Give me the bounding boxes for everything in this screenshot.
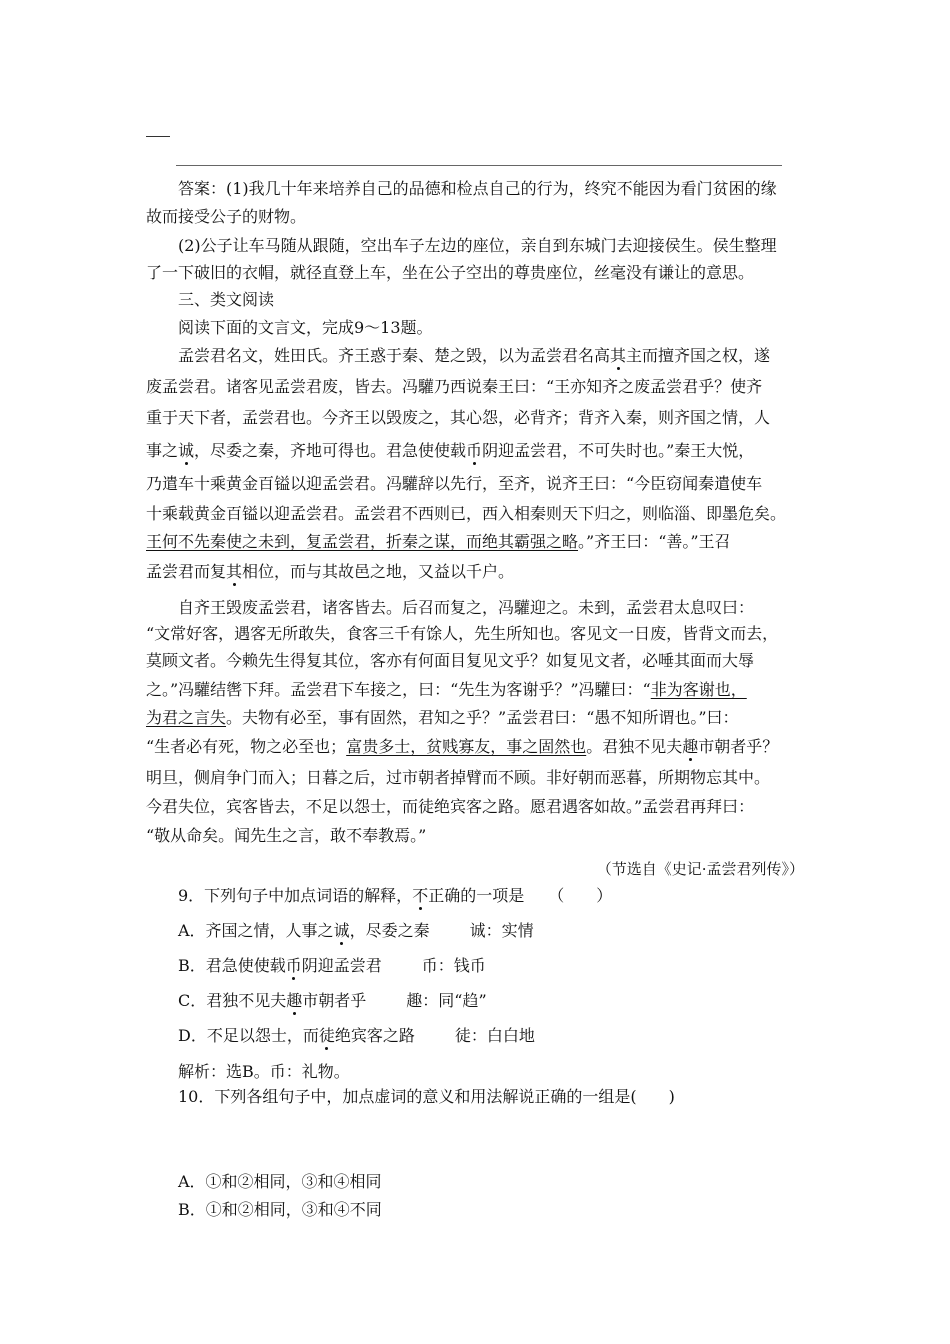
passage-text: 相位，而与其故邑之地，又益以千户。 <box>242 562 515 581</box>
dotted-word: 诚 <box>178 441 195 460</box>
option-gloss: 诚：实情 <box>469 921 534 940</box>
answer-line-1: 答案：(1)我几十年来培养自己的品德和检点自己的行为，终究不能因为看门贫困的缘 <box>178 179 777 198</box>
passage-line: 乃遣车十乘黄金百镒以迎孟尝君。冯驩辞以先行，至齐，说齐王曰：“今臣窃闻秦遣使车 <box>146 474 763 493</box>
dotted-word: 币 <box>466 441 483 460</box>
option-text: B．君急使使载 <box>178 956 286 975</box>
option-gloss: 徒：白白地 <box>454 1026 535 1045</box>
dotted-word: 币 <box>285 956 302 975</box>
section-heading: 三、类文阅读 <box>178 290 275 309</box>
answer-line-3: (2)公子让车马随从跟随，空出车子左边的座位，亲自到东城门去迎接侯生。侯生整理 <box>178 236 777 255</box>
question-9-stem <box>178 886 612 906</box>
passage-line: 十乘载黄金百镒以迎孟尝君。孟尝君不西则已，西入相秦则天下归之，则临淄、即墨危矣。 <box>146 504 787 523</box>
question-10-stem: 10．下列各组句子中，加点虚词的意义和用法解说正确的一组是( ) <box>178 1087 675 1106</box>
passage-text: 孟尝君而复 <box>146 562 227 581</box>
passage-line <box>146 532 731 552</box>
underlined-sentence: 王何不先秦使之未到，复孟尝君，折秦之谋，而绝其霸强之略 <box>146 532 579 551</box>
option-text: 绝宾客之路 <box>334 1026 415 1045</box>
dotted-word: 趣 <box>682 737 699 756</box>
dotted-word: 徒 <box>318 1026 335 1045</box>
q-text: 正确的一项是 （ ） <box>428 886 613 905</box>
passage-line <box>146 737 778 757</box>
passage-line <box>178 346 770 366</box>
passage-line <box>146 441 754 461</box>
passage-text: 主而擅齐国之权，遂 <box>626 346 771 365</box>
passage-line: 废孟尝君。诸客见孟尝君废，皆去。冯驩乃西说秦王曰：“王亦知齐之废孟尝君乎？使齐 <box>146 377 763 396</box>
q-text: 9．下列句子中加点词语的解释， <box>178 886 413 905</box>
passage-line <box>146 680 747 700</box>
passage-text: 。”齐王曰：“善。”王召 <box>578 532 731 551</box>
answer-line-2: 故而接受公子的财物。 <box>146 207 307 226</box>
option-text: A．齐国之情，人事之 <box>178 921 334 940</box>
dotted-word: 趣 <box>286 991 303 1010</box>
passage-text: 。夫物有必至，事有固然，君知之乎？”孟尝君曰：“愚不知所谓也。”曰： <box>226 708 739 727</box>
option-gloss: 币：钱币 <box>421 956 486 975</box>
option-text: D．不足以怨士，而 <box>178 1026 319 1045</box>
passage-line: “文常好客，遇客无所敢失，食客三千有馀人，先生所知也。客见文一日废，皆背文而去， <box>146 624 779 643</box>
passage-line: 今君失位，宾客皆去，不足以怨士，而徒绝宾客之路。愿君遇客如故。”孟尝君再拜曰： <box>146 797 755 816</box>
dotted-word: 其 <box>226 562 243 581</box>
option-text: ，尽委之秦 <box>349 921 430 940</box>
option-gloss: 趣：同“趋” <box>406 991 487 1010</box>
q9-analysis: 解析：选B。币：礼物。 <box>178 1062 350 1081</box>
passage-line <box>146 708 739 728</box>
underlined-sentence: 富贵多士，贫贱寡友，事之固然也 <box>346 737 587 756</box>
dotted-word: 诚 <box>333 921 350 940</box>
q9-option-c <box>178 991 487 1011</box>
underlined-sentence: 非为客谢也， <box>650 680 747 699</box>
option-text: 阴迎孟尝君 <box>301 956 382 975</box>
passage-line: 重于天下者，孟尝君也。今齐王以毁废之，其心怨，必背齐；背齐入秦，则齐国之情，人 <box>146 408 771 427</box>
passage-line: “敬从命矣。闻先生之言，敢不奉教焉。” <box>146 826 427 845</box>
passage-line: 自齐王毁废孟尝君，诸客皆去。后召而复之，冯驩迎之。未到，孟尝君太息叹曰： <box>178 598 755 617</box>
passage-text: 市朝者乎？ <box>698 737 779 756</box>
option-text: C．君独不见夫 <box>178 991 287 1010</box>
passage-text: 孟尝君名文，姓田氏。齐王惑于秦、楚之毁，以为孟尝君名高 <box>178 346 611 365</box>
underlined-sentence: 为君之言失 <box>146 708 227 727</box>
dotted-word: 不 <box>412 886 429 905</box>
answer-line-4: 了一下破旧的衣帽，就径直登上车，坐在公子空出的尊贵座位，丝毫没有谦让的意思。 <box>146 263 755 282</box>
passage-text: 。君独不见夫 <box>586 737 683 756</box>
q10-option-b: B．①和②相同，③和④不同 <box>178 1200 382 1219</box>
passage-text: 事之 <box>146 441 179 460</box>
header-rule <box>176 165 782 166</box>
passage-line: 莫顾文者。今赖先生得复其位，客亦有何面目复见文乎？如复见文者，必唾其面而大辱 <box>146 651 755 670</box>
passage-text: ，尽委之秦，齐地可得也。君急使使载 <box>194 441 467 460</box>
passage-text: 之。”冯驩结辔下拜。孟尝君下车接之，曰：“先生为客谢乎？”冯驩曰：“ <box>146 680 651 699</box>
passage-line <box>146 562 514 582</box>
q9-option-b <box>178 956 486 976</box>
section-instruction: 阅读下面的文言文，完成9～13题。 <box>178 318 433 337</box>
option-text: 市朝者乎 <box>302 991 367 1010</box>
passage-line: 明旦，侧肩争门而入；日暮之后，过市朝者掉臂而不顾。非好朝而恶暮，所期物忘其中。 <box>146 768 771 787</box>
passage-text: “生者必有死，物之必至也； <box>146 737 347 756</box>
header-mark <box>146 136 170 137</box>
q10-option-a: A．①和②相同，③和④相同 <box>178 1172 382 1191</box>
q9-option-a <box>178 921 534 941</box>
passage-source: （节选自《史记·孟尝君列传》） <box>596 860 804 878</box>
q9-option-d <box>178 1026 535 1046</box>
passage-text: 阴迎孟尝君，不可失时也。”秦王大悦， <box>482 441 755 460</box>
dotted-word: 其 <box>610 346 627 365</box>
